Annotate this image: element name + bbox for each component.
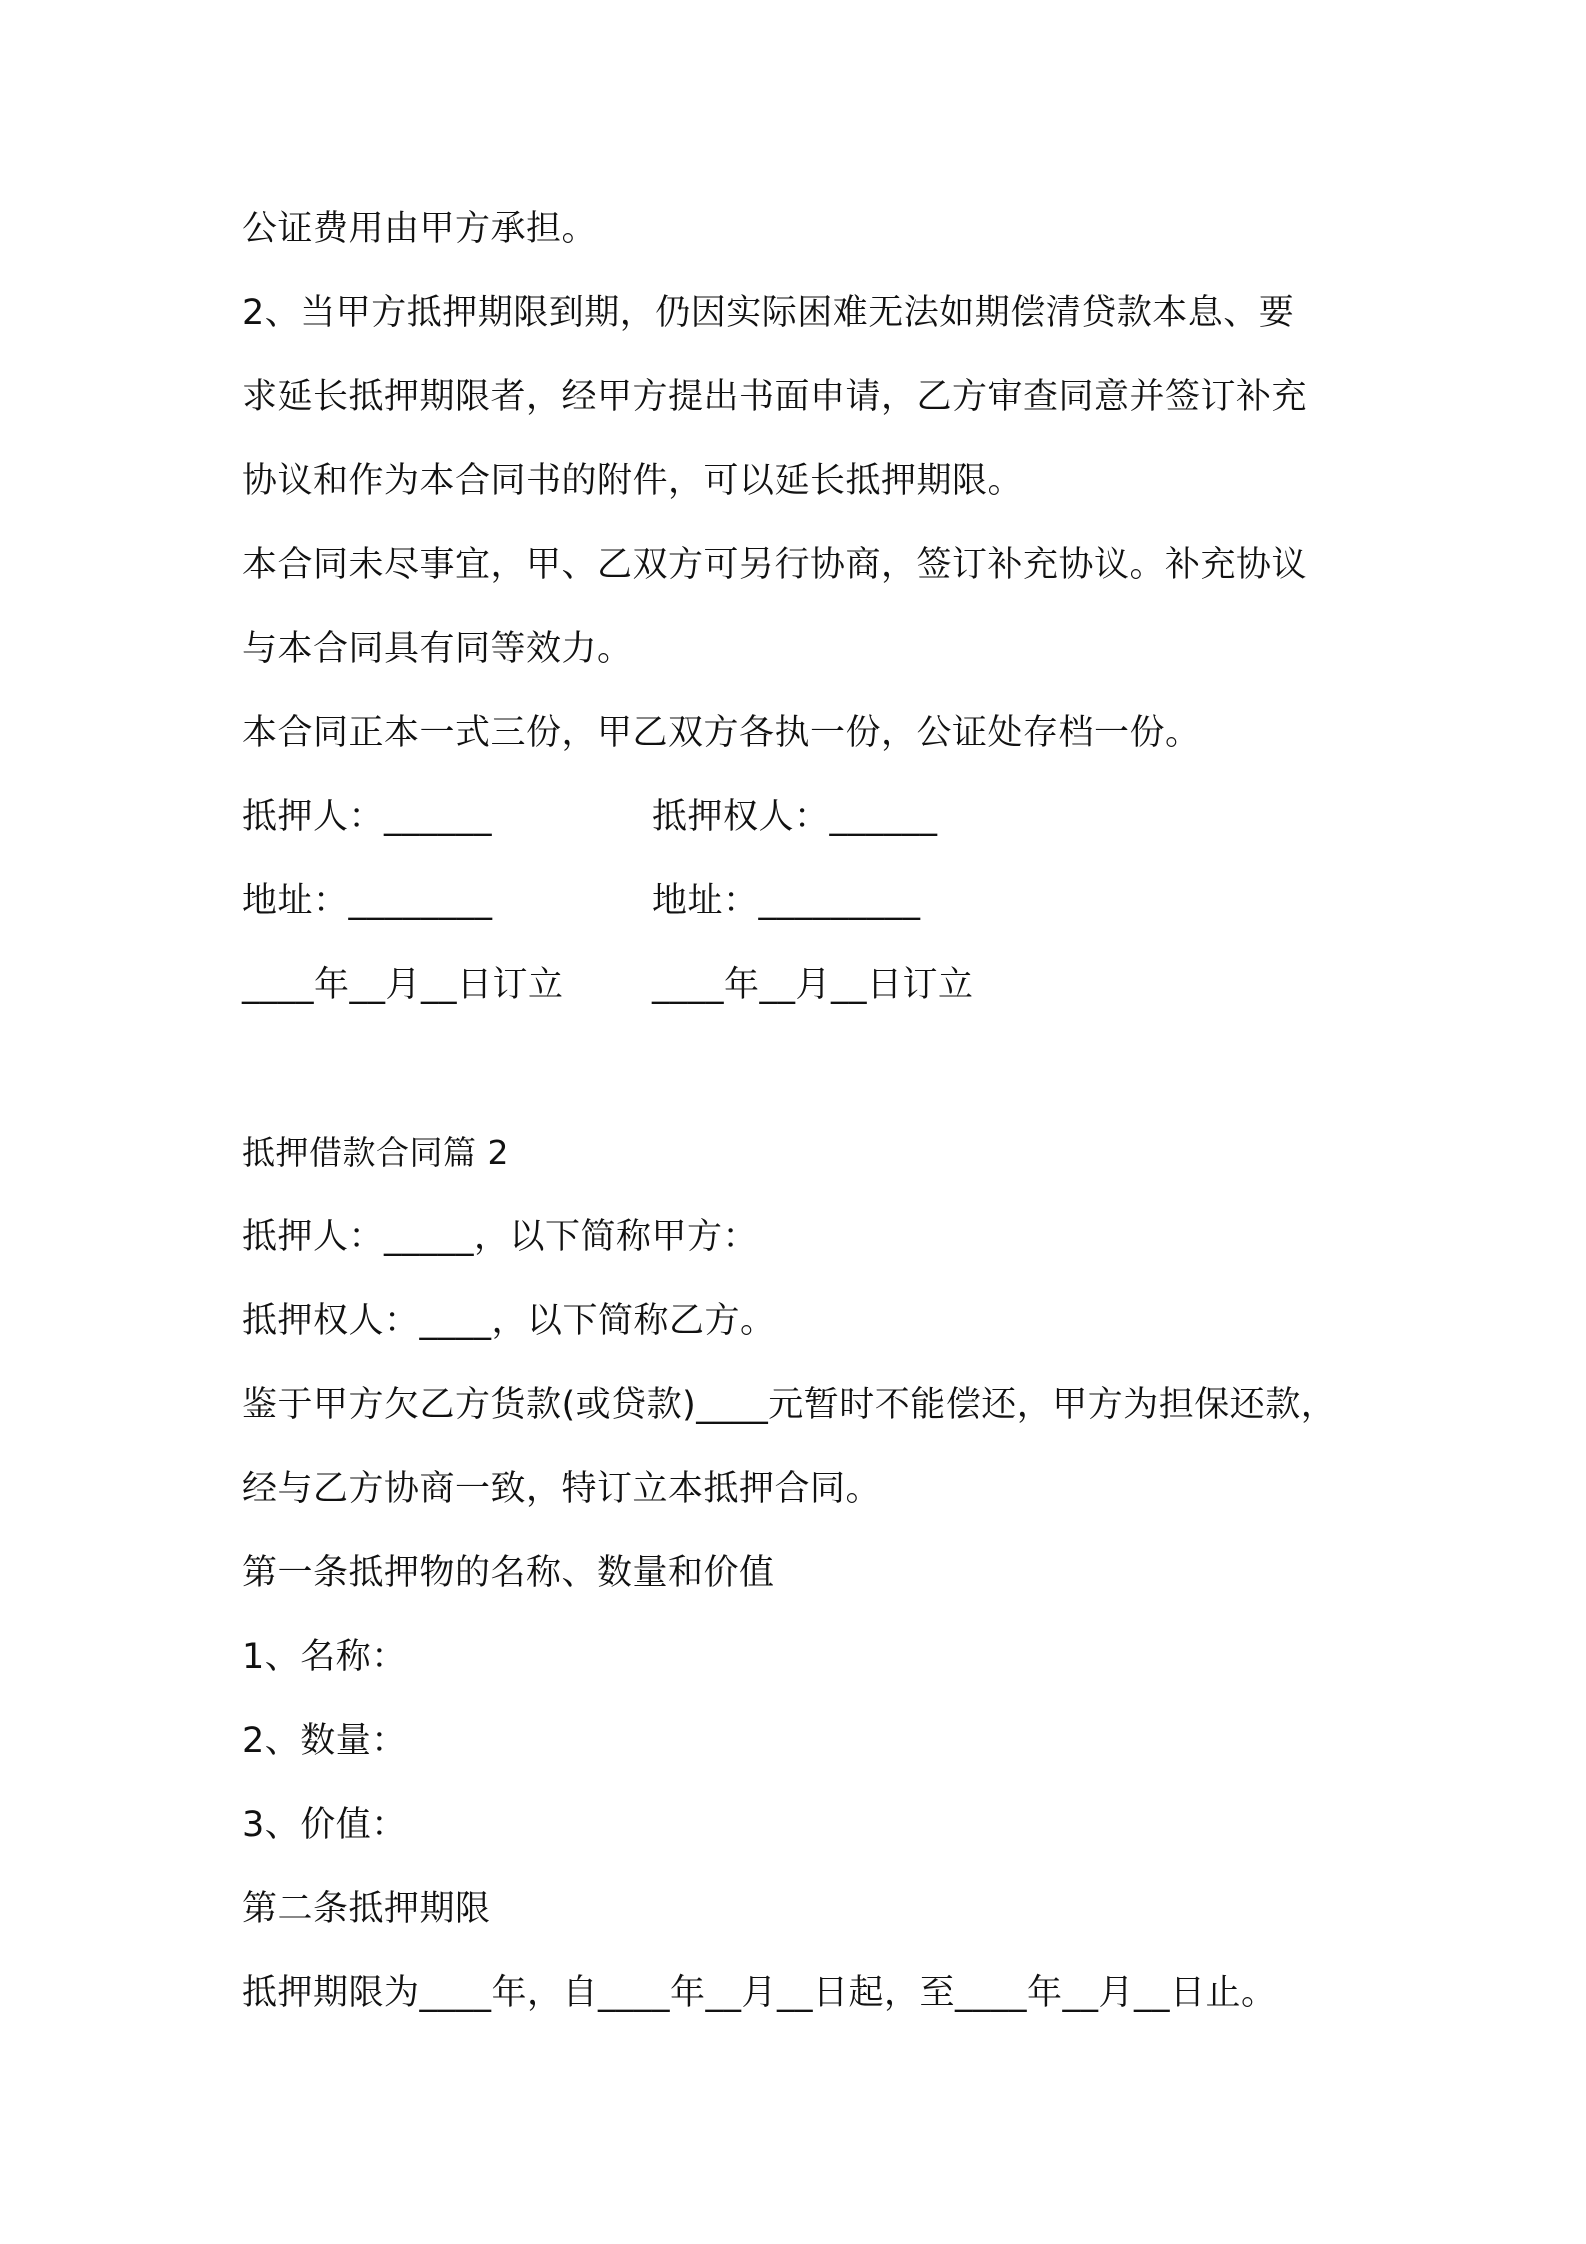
paragraph-line: 本合同正本一式三份，甲乙双方各执一份，公证处存档一份。 <box>242 713 1201 753</box>
list-item: 3、价值： <box>242 1805 407 1845</box>
paragraph-line: 协议和作为本合同书的附件，可以延长抵押期限。 <box>242 461 1024 501</box>
signature-date-right: ____年__月__日订立 <box>652 965 974 1005</box>
paragraph-line: 求延长抵押期限者，经甲方提出书面申请，乙方审查同意并签订补充 <box>242 377 1308 417</box>
signature-mortgagee: 抵押权人：______ <box>652 797 938 837</box>
signature-date-left: ____年__月__日订立 <box>242 965 564 1005</box>
paragraph-line: 抵押人：_____，以下简称甲方： <box>242 1217 759 1257</box>
signature-address-left: 地址：________ <box>242 881 493 921</box>
paragraph-line: 与本合同具有同等效力。 <box>242 629 633 669</box>
signature-mortgagor: 抵押人：______ <box>242 797 493 837</box>
section-title: 抵押借款合同篇 2 <box>242 1133 509 1172</box>
list-item: 1、名称： <box>242 1637 407 1677</box>
clause-heading: 第一条抵押物的名称、数量和价值 <box>242 1553 775 1593</box>
paragraph-line: 抵押权人：____，以下简称乙方。 <box>242 1301 776 1341</box>
paragraph-line: 抵押期限为____年，自____年__月__日起，至____年__月__日止。 <box>242 1973 1277 2013</box>
paragraph-line: 经与乙方协商一致，特订立本抵押合同。 <box>242 1469 882 1509</box>
paragraph-line: 2、当甲方抵押期限到期，仍因实际困难无法如期偿清贷款本息、要 <box>242 293 1295 333</box>
clause-heading: 第二条抵押期限 <box>242 1889 491 1929</box>
signature-address-right: 地址：_________ <box>652 881 921 921</box>
list-item: 2、数量： <box>242 1721 407 1761</box>
paragraph-line: 本合同未尽事宜，甲、乙双方可另行协商，签订补充协议。补充协议 <box>242 545 1308 585</box>
paragraph-line: 鉴于甲方欠乙方货款(或贷款)____元暂时不能偿还，甲方为担保还款， <box>242 1385 1337 1425</box>
paragraph-line: 公证费用由甲方承担。 <box>242 209 598 249</box>
